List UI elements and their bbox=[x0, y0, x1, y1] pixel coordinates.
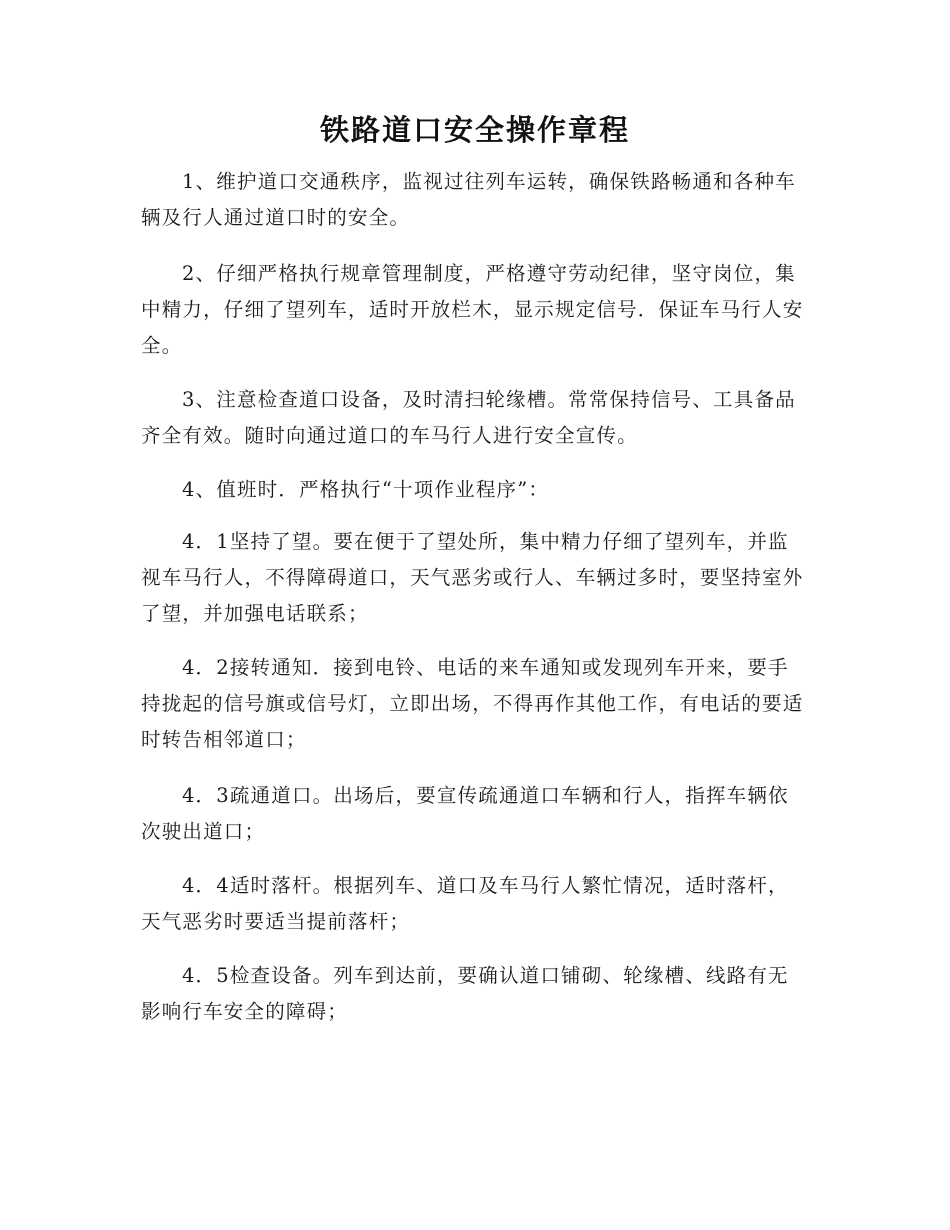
paragraph-2: 2、仔细严格执行规章管理制度，严格遵守劳动纪律，坚守岗位，集中精力，仔细了望列车，适时开放栏木，显示规定信号．保证车马行人安全。 bbox=[141, 262, 804, 357]
paragraph-4-5: 4．5检查设备。列车到达前，要确认道口铺砌、轮缘槽、线路有无影响行车安全的障碍； bbox=[141, 964, 789, 1023]
paragraph-4-2: 4．2接转通知．接到电铃、电话的来车通知或发现列车开来，要手持拢起的信号旗或信号灯，立即出场，不得再作其他工作，有电话的要适时转告相邻道口； bbox=[141, 656, 804, 751]
document-title: 铁路道口安全操作章程 bbox=[319, 113, 630, 147]
paragraph-4-4: 4．4适时落杆。根据列车、道口及车马行人繁忙情况，适时落杆，天气恶劣时要适当提前落杆； bbox=[141, 874, 789, 933]
paragraph-4-1: 4．1坚持了望。要在便于了望处所，集中精力仔细了望列车，并监视车马行人，不得障碍道口，天气恶劣或行人、车辆过多时，要坚持室外了望，并加强电话联系； bbox=[141, 530, 804, 625]
paragraph-1: 1、维护道口交通秩序，监视过往列车运转，确保铁路畅通和各种车辆及行人通过道口时的安全。 bbox=[141, 170, 796, 229]
paragraph-4: 4、值班时．严格执行“十项作业程序”： bbox=[181, 478, 550, 501]
paragraph-3: 3、注意检查道口设备，及时清扫轮缘槽。常常保持信号、工具备品齐全有效。随时向通过道口的车马行人进行安全宣传。 bbox=[141, 388, 796, 447]
paragraph-4-3: 4．3疏通道口。出场后，要宣传疏通道口车辆和行人，指挥车辆依次驶出道口； bbox=[141, 784, 789, 843]
